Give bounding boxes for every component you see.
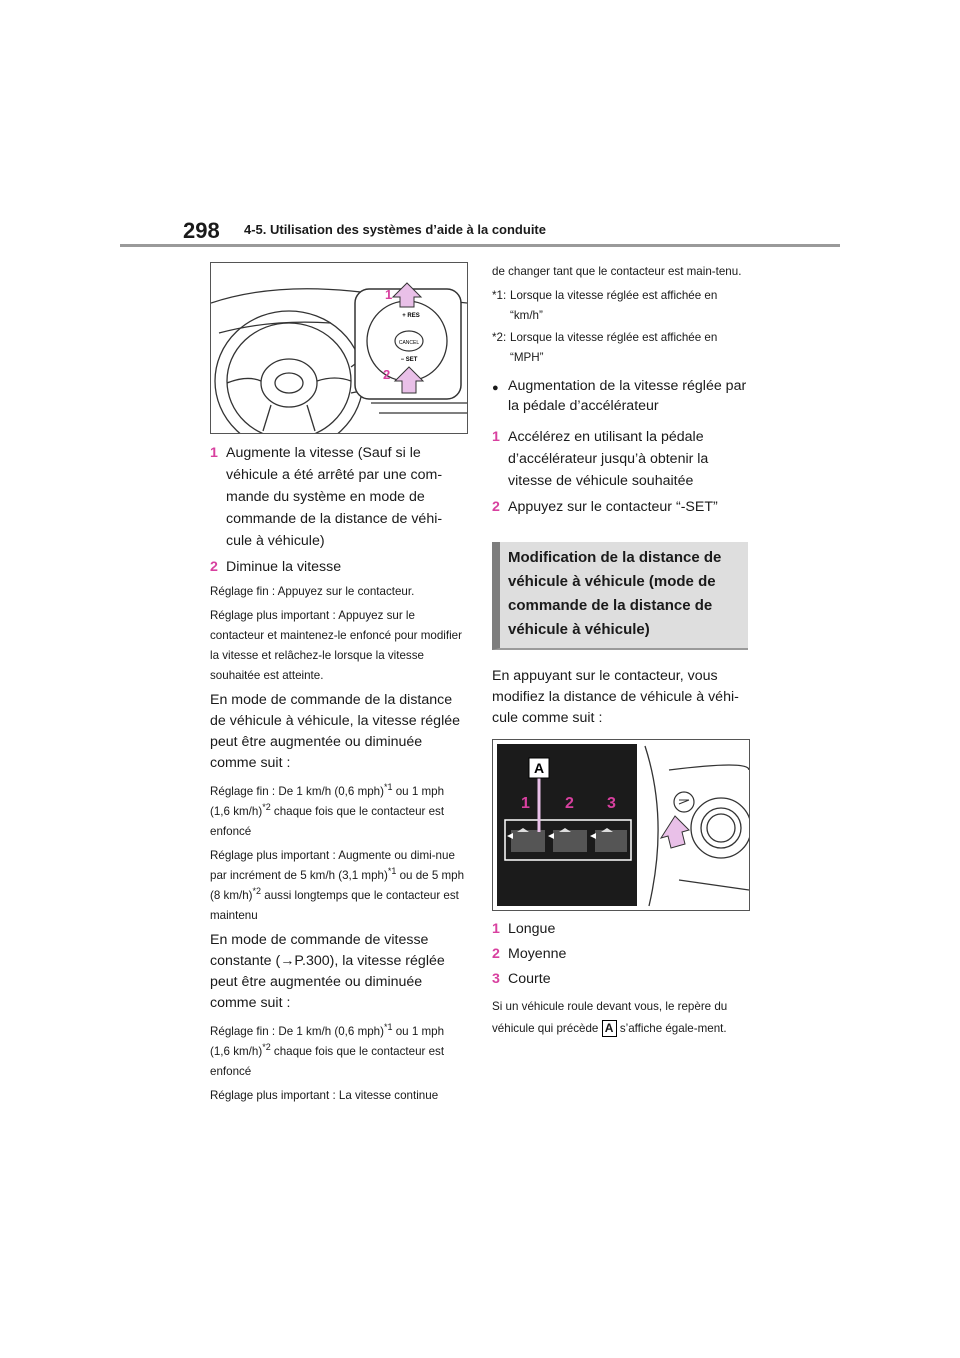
distance-item-2 <box>492 944 748 965</box>
step-number: 1 <box>210 445 218 461</box>
callout-2: 2 <box>383 367 391 382</box>
distance-item-3 <box>492 969 748 990</box>
right-column <box>492 262 748 1044</box>
step-text: Diminue la vitesse <box>226 559 342 575</box>
distance-display-illustration <box>493 740 749 910</box>
set-label: − SET <box>400 357 418 363</box>
up-arrow-icon <box>661 816 689 848</box>
step-text: Appuyez sur le contacteur “-SET” <box>508 499 718 515</box>
step-1 <box>210 442 466 552</box>
section-title: 4-5. Utilisation des systèmes d’aide à la conduite <box>244 222 546 237</box>
callout-1: 1 <box>385 287 393 302</box>
step-number: 1 <box>492 429 500 445</box>
section-heading: Modification de la distance de véhicule à véhicule (mode de commande de la distance de véhicule à véhicule) <box>492 542 748 650</box>
label-a: A <box>533 760 545 776</box>
step-text: Accélérez en utilisant la pédale d’accélérateur jusqu’à obtenir la vitesse de véhicule souhaitée <box>508 429 709 489</box>
distance-fine-adjust: Réglage fin : De 1 km/h (0,6 mph)$^{*1}$ ou 1 mph (1,6 km/h)$^{*2}$ chaque fois que le contacteur est enfoncé <box>210 782 445 838</box>
steering-wheel-illustration <box>211 263 467 433</box>
item-text: Courte <box>508 971 551 987</box>
constant-fine-adjust: Réglage fin : De 1 km/h (0,6 mph)$^{*1}$ ou 1 mph (1,6 km/h)$^{*2}$ chaque fois que le contacteur est enfoncé <box>210 1022 445 1078</box>
item-number: 2 <box>492 946 500 962</box>
pedal-step-2 <box>492 496 748 518</box>
step-number: 2 <box>210 559 218 575</box>
label-1: 1 <box>521 795 530 812</box>
pedal-step-1 <box>492 426 748 492</box>
bullet-icon: ● <box>492 382 499 394</box>
constant-major-adjust: Réglage plus important : La vitesse continue <box>210 1089 439 1102</box>
constant-speed-intro: En mode de commande de vitesse constante (→P.300), la vitesse réglée peut être augmentée ou diminuée comme suit : <box>210 932 445 1011</box>
major-adjust-text: Réglage plus important : Appuyez sur le contacteur et maintenez-le enfoncé pour modifier la vitesse et relâchez-le lorsque la vitesse souhaitée est atteinte. <box>210 609 462 682</box>
item-text: Moyenne <box>508 946 567 962</box>
left-column <box>210 262 466 1110</box>
label-2: 2 <box>565 795 574 812</box>
bullet-heading: ● Augmentation de la vitesse réglée par la pédale d’accélérateur <box>492 378 747 414</box>
item-text: Longue <box>508 921 556 937</box>
inline-a-label: A <box>602 1020 617 1037</box>
steering-switch-figure <box>210 262 468 434</box>
continued-text: de changer tant que le contacteur est main-tenu. <box>492 265 742 278</box>
label-3: 3 <box>607 795 616 812</box>
header-divider <box>120 244 840 247</box>
distance-mode-intro: En mode de commande de la distance de véhicule à véhicule, la vitesse réglée peut être augmentée ou diminuée comme suit : <box>210 692 461 771</box>
step-2 <box>210 556 466 578</box>
step-text: Augmente la vitesse (Sauf si le véhicule a été arrêté par une com-mande du système en mode de commande de la distance de véhi-cule à véhicule) <box>226 445 443 549</box>
res-label: + RES <box>402 313 420 319</box>
fine-adjust-text: Réglage fin : Appuyez sur le contacteur. <box>210 585 415 598</box>
cancel-label: CANCEL <box>398 340 420 346</box>
preceding-vehicle-note: Si un véhicule roule devant vous, le repère du véhicule qui précède A s’affiche égale-ment. <box>492 1000 728 1036</box>
distance-item-1 <box>492 919 748 940</box>
footnote-1: *1: Lorsque la vitesse réglée est affichée en “km/h” <box>492 289 718 322</box>
page-number: 298 <box>183 218 220 243</box>
distance-intro: En appuyant sur le contacteur, vous modifiez la distance de véhicule à véhi-cule comme suit : <box>492 668 739 726</box>
footnote-2: *2: Lorsque la vitesse réglée est affichée en “MPH” <box>492 331 718 364</box>
distance-major-adjust: Réglage plus important : Augmente ou dimi-nue par incrément de 5 km/h (3,1 mph)$^{*1}$ ou de 5 mph (8 km/h)$^{*2}$ aussi longtemps que le contacteur est maintenu <box>210 849 465 922</box>
item-number: 3 <box>492 971 500 987</box>
step-number: 2 <box>492 499 500 515</box>
item-number: 1 <box>492 921 500 937</box>
distance-figure <box>492 739 750 911</box>
